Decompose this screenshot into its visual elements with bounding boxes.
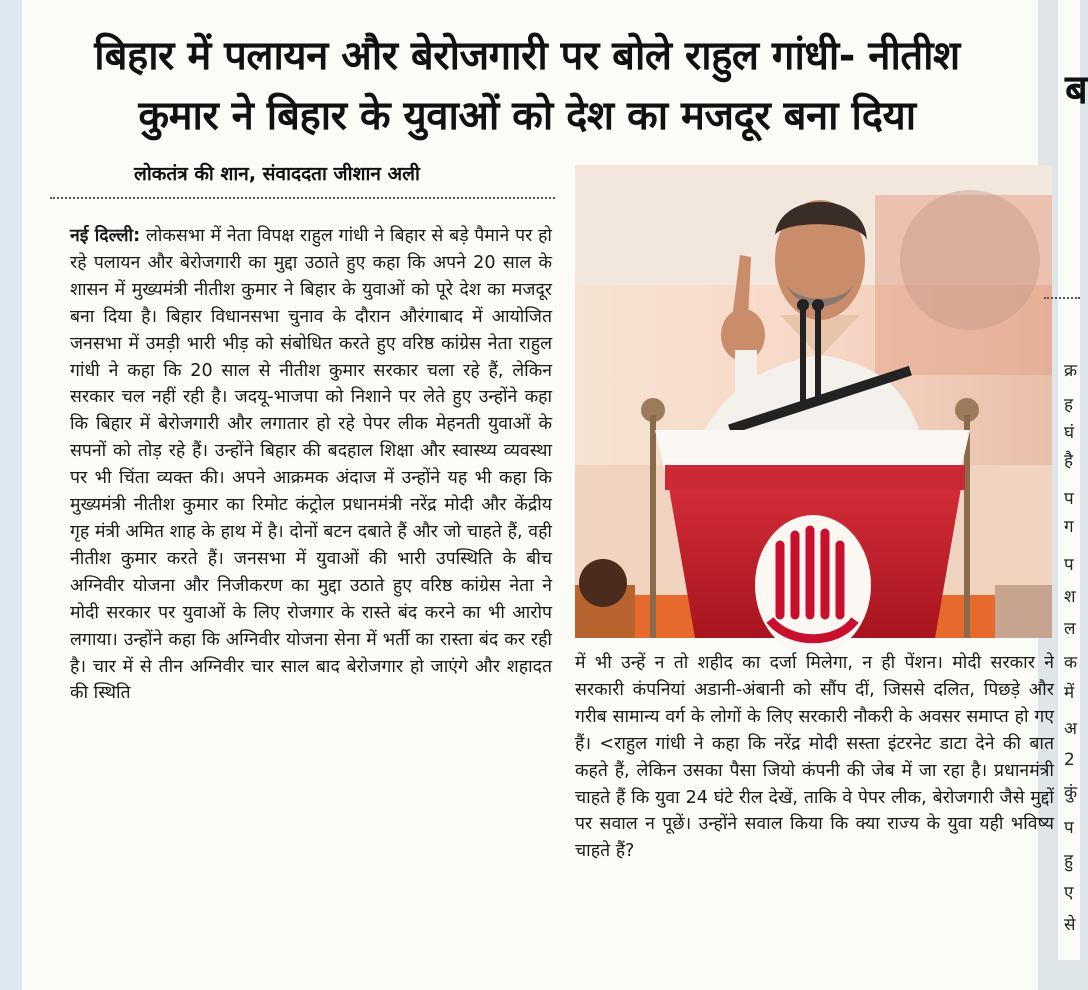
adjacent-text-fragment: ग — [1064, 517, 1074, 537]
adjacent-headline-fragment: ब — [1065, 67, 1088, 113]
speaker-photo — [575, 165, 1052, 638]
adjacent-text-fragment: अ — [1064, 719, 1077, 739]
column-1-text: लोकसभा में नेता विपक्ष राहुल गांधी ने बिहार से बड़े पैमाने पर हो रहे पलायन और बेरोजगारी का मुद्दा उठाते हुए कहा कि अपने 20 साल के शासन में मुख्यमंत्री नीतीश कुमार ने बिहार के युवाओं को पूरे देश का मजदूर बना दिया है। बिहार विधानसभा चुनाव के दौरान औरंगाबाद में आयोजित जनसभा में उमड़ी भारी भीड़ को संबोधित करते हुए वरिष्ठ कांग्रेस नेता राहुल गांधी ने कहा कि 20 साल से नीतीश कुमार सरकार चला रहे हैं, लेकिन सरकार चल नहीं रही है। जदयू-भाजपा को निशाने पर लेते हुए उन्होंने कहा कि बिहार में बेरोजगारी और लगातार हो रहे पेपर लीक मेहनती युवाओं के सपनों को तोड़ रहे हैं। उन्होंने बिहार की बदहाल शिक्षा और स्वास्थ्य व्यवस्था पर भी चिंता व्यक्त की। अपने आक्रमक अंदाज में उन्होंने यह भी कहा कि मुख्यमंत्री नीतीश कुमार का रिमोट कंट्रोल प्रधानमंत्री नरेंद्र मोदी और केंद्रीय गृह मंत्री अमित शाह के हाथ में है। दोनों बटन दबाते हैं और जो चाहते हैं, वही नीतीश कुमार करते हैं। जनसभा में युवाओं की भारी उपस्थिति के बीच अग्निवीर योजना और निजीकरण का मुद्दा उठाते हुए वरिष्ठ कांग्रेस नेता ने मोदी सरकार पर युवाओं के लिए रोजगार के रास्ते बंद करने का भी आरोप लगाया। उन्होंने कहा कि अग्निवीर योजना सेना में भर्ती का रास्ता बंद कर रही है। चार में से तीन अग्निवीर चार साल बाद बेरोजगार हो जाएंगे और शहादत की स्थिति — [70, 226, 552, 704]
adjacent-text-fragment: घं — [1064, 423, 1075, 443]
article-column-1 — [70, 223, 552, 707]
dateline: नई दिल्ली: — [70, 226, 141, 246]
headline-line-2: कुमार ने बिहार के युवाओं को देश का मजदूर बना दिया — [138, 93, 916, 139]
adjacent-text-fragment: ह — [1064, 395, 1074, 415]
adjacent-article-edge — [1058, 0, 1088, 960]
adjacent-text-fragment: श — [1064, 587, 1076, 607]
page-margin — [0, 0, 22, 990]
adjacent-text-fragment: कुं — [1064, 783, 1078, 803]
adjacent-text-fragment: प — [1064, 489, 1074, 509]
adjacent-text-fragment: हु — [1064, 851, 1074, 871]
adjacent-text-fragment: में — [1064, 683, 1075, 703]
headline — [22, 26, 1032, 146]
headline-line-1: बिहार में पलायन और बेरोजगारी पर बोले राहुल गांधी- नीतीश — [94, 33, 960, 79]
adjacent-text-fragment: ए — [1064, 883, 1074, 903]
adjacent-text-fragment: से — [1064, 915, 1076, 935]
adjacent-text-fragment: है — [1064, 451, 1074, 471]
byline: लोकतंत्र की शान, संवाददता जीशान अली — [134, 163, 420, 185]
adjacent-text-fragment: प — [1064, 818, 1074, 838]
dotted-rule — [50, 197, 555, 199]
dotted-rule — [1044, 297, 1080, 299]
adjacent-text-fragment: 2 — [1064, 750, 1075, 770]
adjacent-text-fragment: प — [1064, 555, 1074, 575]
article-column-2: में भी उन्हें न तो शहीद का दर्जा मिलेगा, न ही पेंशन। मोदी सरकार ने सरकारी कंपनियां अडानी-अंबानी को सौंप दीं, जिससे दलित, पिछड़े और गरीब सामान्य वर्ग के लोगों के लिए सरकारी नौकरी के अवसर समाप्त हो गए हैं। <राहुल गांधी ने कहा कि नरेंद्र मोदी सस्ता इंटरनेट डाटा देने की बात कहते हैं, लेकिन उसका पैसा जियो कंपनी की जेब में जा रहा है। प्रधानमंत्री चाहते हैं कि युवा 24 घंटे रील देखें, ताकि वे पेपर लीक, बेरोजगारी जैसे मुद्दों पर सवाल न पूछें। उन्होंने सवाल किया कि क्या राज्य के युवा यही भविष्य चाहते हैं? — [575, 653, 1054, 862]
newspaper-page — [22, 0, 1054, 990]
adjacent-text-fragment: क — [1064, 653, 1078, 673]
adjacent-text-fragment: क्र — [1064, 361, 1078, 381]
adjacent-text-fragment: ल — [1064, 619, 1076, 639]
